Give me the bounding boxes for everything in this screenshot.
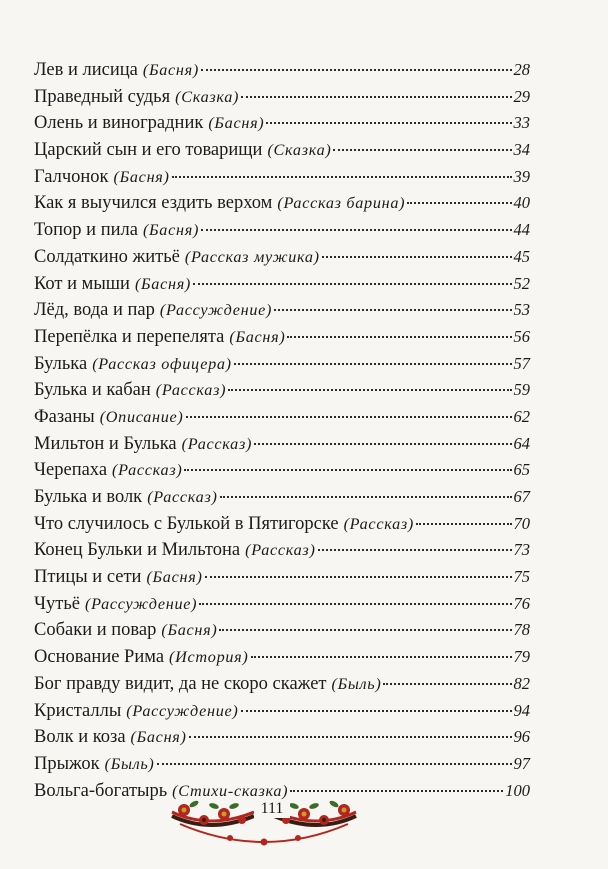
entry-page-number: 33 xyxy=(513,113,530,133)
dot-leader xyxy=(199,603,511,605)
entry-genre: (Рассказ) xyxy=(343,514,414,533)
dot-leader xyxy=(251,656,512,658)
entry-title: Булька и кабан xyxy=(34,380,151,401)
toc-entry xyxy=(34,511,530,538)
entry-page-number: 64 xyxy=(513,433,530,453)
entry-genre: (Басня) xyxy=(142,61,199,79)
entry-genre: (Басня) xyxy=(229,327,286,346)
entry-title: Галчонок xyxy=(34,166,109,187)
dot-leader xyxy=(220,496,512,498)
dot-leader xyxy=(234,363,512,365)
entry-genre: (Стихи-сказка) xyxy=(172,781,289,800)
entry-page-number: 73 xyxy=(513,540,530,560)
entry-page-number: 75 xyxy=(513,567,530,587)
entry-page-number: 53 xyxy=(513,300,530,320)
floral-ornament-icon xyxy=(170,790,358,850)
entry-genre: (Басня) xyxy=(134,274,192,293)
entry-page-number: 79 xyxy=(513,647,530,667)
entry-title: Фазаны xyxy=(34,406,95,427)
toc-entry xyxy=(34,297,530,324)
entry-page-number: 62 xyxy=(513,406,530,426)
entry-genre: (Басня) xyxy=(208,114,265,133)
entry-title: Что случилось с Булькой в Пятигорске xyxy=(34,513,339,534)
dot-leader xyxy=(254,443,511,445)
toc-entry xyxy=(34,431,530,458)
entry-genre: (История) xyxy=(169,648,249,667)
toc-entry xyxy=(34,564,530,591)
toc-entry xyxy=(34,324,530,351)
entry-title: Прыжок xyxy=(34,753,100,774)
dot-leader xyxy=(241,96,511,98)
entry-page-number: 56 xyxy=(513,326,530,346)
toc-entry xyxy=(34,351,530,378)
entry-genre: (Описание) xyxy=(99,407,184,426)
entry-page-number: 76 xyxy=(513,593,530,613)
entry-page-number: 34 xyxy=(513,140,530,160)
entry-title: Мильтон и Булька xyxy=(34,433,177,454)
entry-title: Кот и мыши xyxy=(34,273,130,294)
entry-title: Топор и пила xyxy=(34,220,138,241)
toc-entry xyxy=(34,271,530,298)
entry-title: Царский сын и его товарищи xyxy=(34,140,263,161)
entry-title: Волк и коза xyxy=(34,727,126,748)
toc-entry xyxy=(34,698,530,725)
dot-leader xyxy=(189,736,512,738)
dot-leader xyxy=(383,683,511,685)
toc-entry xyxy=(34,404,530,431)
dot-leader xyxy=(201,69,512,71)
toc-entry xyxy=(34,671,530,698)
entry-title: Кристаллы xyxy=(34,700,122,721)
entry-genre: (Рассказ мужика) xyxy=(184,247,320,266)
entry-title: Конец Бульки и Мильтона xyxy=(34,540,241,561)
dot-leader xyxy=(205,576,512,578)
entry-page-number: 96 xyxy=(513,727,530,747)
entry-title: Лев и лисица xyxy=(34,60,138,80)
dot-leader xyxy=(219,629,511,631)
dot-leader xyxy=(287,336,511,338)
dot-leader xyxy=(241,710,512,712)
toc-entry xyxy=(34,377,530,404)
entry-genre: (Быль) xyxy=(331,674,382,693)
entry-page-number: 67 xyxy=(513,487,530,506)
entry-page-number: 39 xyxy=(513,166,530,186)
entry-title: Собаки и повар xyxy=(34,620,157,641)
entry-genre: (Басня) xyxy=(146,568,203,587)
entry-title: Основание Рима xyxy=(34,647,165,668)
entry-page-number: 44 xyxy=(513,220,530,240)
entry-title: Олень и виноградник xyxy=(34,113,204,134)
toc-entry xyxy=(34,617,530,644)
page-number: 111 xyxy=(254,800,290,818)
entry-title: Булька xyxy=(34,353,88,374)
toc-entry xyxy=(34,84,530,111)
entry-genre: (Рассказ офицера) xyxy=(92,354,232,373)
entry-title: Праведный судья xyxy=(34,86,171,107)
toc-entry xyxy=(34,537,530,564)
entry-genre: (Рассказ) xyxy=(147,488,218,506)
entry-title: Бог правду видит, да не скоро скажет xyxy=(34,673,327,694)
dot-leader xyxy=(266,122,511,124)
entry-genre: (Рассказ) xyxy=(155,381,227,400)
toc-entry xyxy=(34,217,530,244)
entry-page-number: 100 xyxy=(505,780,530,800)
entry-title: Как я выучился ездить верхом xyxy=(34,193,273,214)
entry-page-number: 29 xyxy=(513,86,530,106)
entry-genre: (Рассуждение) xyxy=(85,594,198,613)
toc-entry xyxy=(34,644,530,671)
entry-title: Вольга-богатырь xyxy=(34,780,168,801)
dot-leader xyxy=(157,763,512,765)
dot-leader xyxy=(322,256,512,258)
entry-page-number: 70 xyxy=(513,513,530,533)
entry-title: Черепаха xyxy=(34,460,108,481)
dot-leader xyxy=(333,149,511,151)
entry-page-number: 97 xyxy=(513,753,530,773)
entry-page-number: 40 xyxy=(513,193,530,213)
toc-entry xyxy=(34,751,530,778)
toc-entry xyxy=(34,457,530,484)
table-of-contents xyxy=(34,57,530,804)
entry-genre: (Басня) xyxy=(113,167,170,186)
entry-genre: (Сказка) xyxy=(175,87,240,106)
toc-entry xyxy=(34,190,530,217)
entry-page-number: 78 xyxy=(513,620,530,640)
dot-leader xyxy=(416,523,512,525)
entry-title: Птицы и сети xyxy=(34,567,142,588)
entry-page-number: 52 xyxy=(513,273,530,293)
entry-genre: (Рассказ) xyxy=(112,461,183,480)
dot-leader xyxy=(172,176,512,178)
toc-entry xyxy=(34,244,530,271)
entry-title: Перепёлка и перепелята xyxy=(34,326,225,347)
entry-genre: (Быль) xyxy=(104,754,155,773)
entry-genre: (Басня) xyxy=(161,621,218,640)
entry-title: Чутьё xyxy=(34,593,81,614)
toc-entry xyxy=(34,591,530,618)
entry-page-number: 45 xyxy=(513,246,530,266)
toc-entry xyxy=(34,110,530,137)
toc-entry xyxy=(34,137,530,164)
entry-genre: (Рассказ барина) xyxy=(277,194,406,213)
dot-leader xyxy=(274,309,511,311)
entry-title: Булька и волк xyxy=(34,487,143,507)
dot-leader xyxy=(318,549,512,551)
entry-page-number: 94 xyxy=(513,700,530,720)
entry-page-number: 65 xyxy=(513,460,530,480)
dot-leader xyxy=(228,389,511,391)
entry-genre: (Рассказ) xyxy=(181,434,253,453)
dot-leader xyxy=(407,202,511,204)
entry-title: Солдаткино житьё xyxy=(34,246,180,267)
entry-genre: (Рассуждение) xyxy=(159,301,273,320)
entry-genre: (Басня) xyxy=(130,728,187,747)
entry-page-number: 57 xyxy=(513,353,530,373)
entry-title: Лёд, вода и пар xyxy=(34,300,155,321)
entry-page-number: 82 xyxy=(513,673,530,693)
toc-entry xyxy=(34,724,530,751)
dot-leader xyxy=(184,469,511,471)
entry-genre: (Рассказ) xyxy=(245,541,316,560)
entry-page-number: 28 xyxy=(513,60,530,79)
dot-leader xyxy=(193,283,511,285)
dot-leader xyxy=(186,416,512,418)
dot-leader xyxy=(201,229,511,231)
entry-genre: (Рассуждение) xyxy=(126,701,239,720)
entry-page-number: 59 xyxy=(513,380,530,400)
toc-entry xyxy=(34,484,530,511)
toc-entry xyxy=(34,57,530,84)
toc-entry xyxy=(34,164,530,191)
entry-genre: (Сказка) xyxy=(267,141,332,160)
entry-genre: (Басня) xyxy=(142,221,200,240)
